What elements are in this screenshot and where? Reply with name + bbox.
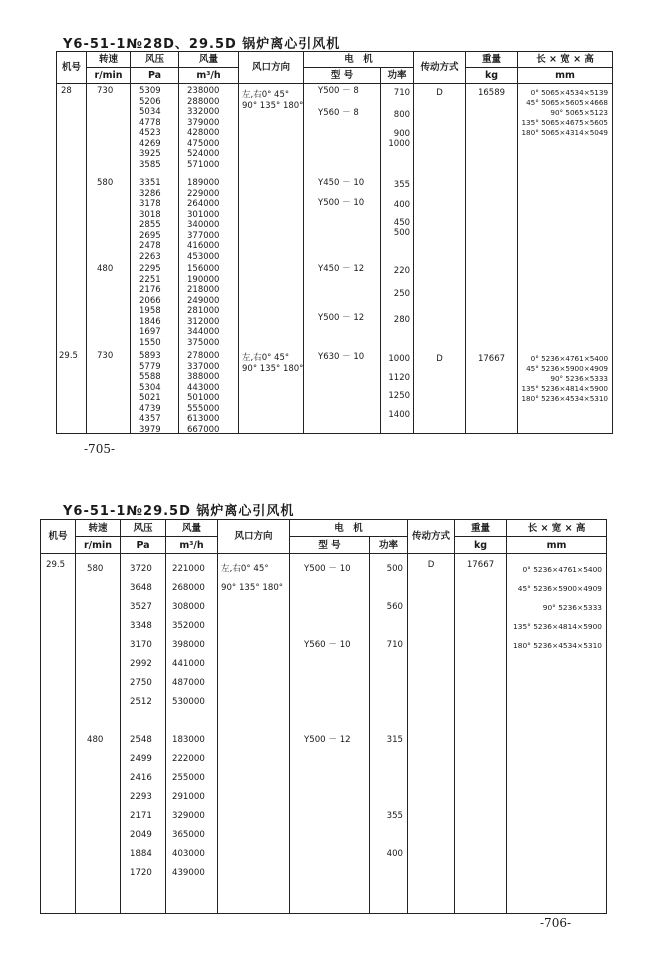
speed-value [87, 598, 103, 617]
direction-value: 90° 135° 180° [242, 100, 304, 111]
direction-value: 90° 135° 180° [242, 363, 304, 374]
drive-cell [408, 554, 455, 914]
pressure-value: 3720 [130, 564, 152, 574]
dims-value: 90° 5236×5333 [550, 374, 609, 383]
motor-type-list [304, 560, 351, 883]
flow-value: 501000 [187, 393, 220, 403]
pressure-value: 1846 [139, 316, 161, 327]
pressure-value: 3170 [130, 640, 152, 650]
flow-value: 453000 [187, 251, 220, 262]
flow-value: 398000 [172, 640, 205, 650]
pressure-value: 5021 [139, 393, 161, 403]
speed-value [87, 864, 103, 883]
model-no-cell [57, 84, 87, 434]
flow-value: 441000 [172, 659, 205, 669]
pressure-list [139, 264, 161, 348]
header-motor-type: 型 号 [290, 537, 370, 554]
pressure-list [139, 351, 161, 435]
page-number: -706- [540, 916, 572, 930]
dims-cell [507, 554, 607, 914]
flow-value [172, 712, 205, 731]
flow-value: 156000 [187, 264, 220, 274]
header-dims: 长 × 宽 × 高 [518, 52, 613, 68]
page-title: Y6-51-1№28D、29.5D 锅炉离心引风机 [63, 37, 341, 52]
page-title: Y6-51-1№29.5D 锅炉离心引风机 [63, 504, 295, 519]
header-direction: 风口方向 [218, 520, 290, 554]
pressure-value: 2176 [139, 285, 161, 295]
power-value: 1120 [388, 373, 411, 383]
flow-value: 255000 [172, 773, 205, 783]
flow-value: 613000 [187, 414, 220, 424]
power-cell [381, 84, 414, 434]
flow-value: 229000 [187, 188, 220, 199]
direction-value: 左,右0° 45° [221, 564, 269, 574]
flow-value: 288000 [187, 96, 220, 107]
power-value [387, 864, 403, 883]
power-value [387, 750, 403, 769]
pressure-value: 2295 [139, 264, 161, 274]
motor-type [304, 674, 351, 693]
header-speed: 转速 [76, 520, 121, 537]
dims-value: 180° 5236×4534×5310 [513, 641, 603, 650]
power-value: 500 [393, 228, 411, 238]
pressure-value: 2251 [139, 274, 161, 285]
power-value: 800 [393, 110, 411, 120]
motor-type [304, 750, 351, 769]
motor-type: Y500 － 10 [304, 564, 351, 574]
speed-value [87, 617, 103, 636]
header-flow: 风量 [179, 52, 239, 68]
dims-list [513, 560, 602, 655]
pressure-value: 5779 [139, 361, 161, 372]
flow-value: 443000 [187, 382, 220, 393]
dims-value: 90° 5236×5333 [542, 603, 603, 612]
pressure-value: 1697 [139, 327, 161, 337]
dims-value: 135° 5065×4675×5605 [521, 118, 609, 127]
power-value: 220 [393, 266, 411, 276]
flow-value: 340000 [187, 220, 220, 230]
drive-value: D [427, 560, 435, 570]
speed-list [87, 560, 103, 883]
flow-value: 428000 [187, 128, 220, 138]
power-value: 280 [393, 315, 411, 325]
flow-value: 555000 [187, 403, 220, 414]
pressure-value: 2171 [130, 811, 152, 821]
speed-value [87, 579, 103, 598]
speed-value [87, 788, 103, 807]
model-no-cell [41, 554, 76, 914]
pressure-value: 2512 [130, 697, 152, 707]
direction-list [242, 90, 303, 111]
flow-value: 388000 [187, 372, 220, 382]
speed-value [87, 674, 103, 693]
flow-value: 268000 [172, 583, 205, 593]
header-pressure: 风压 [131, 52, 179, 68]
pressure-value: 5304 [139, 382, 161, 393]
flow-cell [179, 84, 239, 434]
pressure-cell [121, 554, 166, 914]
header-drive: 传动方式 [408, 520, 455, 554]
flow-list [187, 86, 219, 170]
dims-value: 180° 5236×4534×5310 [521, 394, 609, 403]
dims-value: 135° 5236×4814×5900 [513, 622, 603, 631]
flow-list [187, 351, 219, 435]
model-no-29-5: 29.5 [46, 560, 66, 570]
page-number: -705- [84, 442, 116, 456]
flow-value: 375000 [187, 337, 220, 348]
pressure-value: 3178 [139, 199, 161, 209]
power-value: 400 [386, 849, 404, 859]
pressure-list [139, 178, 161, 262]
pressure-value: 4739 [139, 403, 161, 414]
motor-type [304, 598, 351, 617]
header-dims-unit: mm [518, 68, 613, 84]
motor-type [304, 617, 351, 636]
motor-type [304, 579, 351, 598]
speed-value [87, 845, 103, 864]
speed-value [87, 655, 103, 674]
flow-value: 365000 [172, 830, 205, 840]
flow-value: 190000 [187, 274, 220, 285]
pressure-value: 2416 [130, 773, 152, 783]
motor-type [304, 788, 351, 807]
flow-value: 530000 [172, 697, 205, 707]
flow-value: 222000 [172, 754, 205, 764]
flow-value: 291000 [172, 792, 205, 802]
motor-type [304, 864, 351, 883]
power-value [387, 693, 403, 712]
flow-value: 667000 [187, 424, 220, 435]
dims-value: 0° 5236×4761×5400 [522, 565, 603, 574]
motor-type-cell [304, 84, 381, 434]
power-value [387, 579, 403, 598]
header-speed-unit: r/min [87, 68, 131, 84]
header-power: 功率 [370, 537, 408, 554]
pressure-value: 1884 [130, 849, 152, 859]
flow-value: 329000 [172, 811, 205, 821]
pressure-value: 1550 [139, 337, 161, 348]
header-pressure-unit: Pa [131, 68, 179, 84]
direction-cell [239, 84, 304, 434]
speed-value: 730 [97, 86, 114, 96]
header-motor: 电 机 [290, 520, 408, 537]
header-drive: 传动方式 [414, 52, 466, 84]
power-value: 355 [393, 180, 411, 190]
power-value [387, 769, 403, 788]
header-motor-type: 型 号 [304, 68, 381, 84]
flow-list [187, 178, 219, 262]
header-weight-unit: kg [455, 537, 507, 554]
flow-value: 238000 [187, 86, 220, 96]
motor-type [304, 693, 351, 712]
header-flow-unit: m³/h [166, 537, 218, 554]
header-motor: 电 机 [304, 52, 414, 68]
power-value: 900 [393, 129, 411, 139]
motor-type: Y450 － 12 [318, 264, 365, 274]
pressure-value: 2992 [130, 659, 152, 669]
flow-value: 571000 [187, 159, 220, 170]
flow-value: 308000 [172, 602, 205, 612]
weight-cell [455, 554, 507, 914]
power-value: 710 [393, 88, 411, 98]
motor-type [304, 712, 351, 731]
flow-value: 249000 [187, 295, 220, 306]
pressure-value: 4778 [139, 117, 161, 128]
power-value: 315 [386, 735, 404, 745]
dims-value: 90° 5065×5123 [550, 108, 609, 117]
pressure-value: 3925 [139, 149, 161, 159]
flow-list [172, 560, 205, 883]
power-value: 1250 [388, 391, 411, 401]
power-value [387, 826, 403, 845]
motor-type [304, 845, 351, 864]
pressure-value: 2066 [139, 295, 161, 306]
speed-value [87, 712, 103, 731]
fan-spec-table [56, 51, 613, 434]
header-dims-unit: mm [507, 537, 607, 554]
model-no-28: 28 [61, 86, 72, 96]
pressure-value: 2855 [139, 220, 161, 230]
pressure-value: 1720 [130, 868, 152, 878]
header-weight: 重量 [466, 52, 518, 68]
pressure-value: 5206 [139, 96, 161, 107]
pressure-value: 3979 [139, 424, 161, 435]
power-value [387, 674, 403, 693]
weight-cell [466, 84, 518, 434]
dims-value: 0° 5065×4534×5139 [530, 88, 609, 97]
header-direction: 风口方向 [239, 52, 304, 84]
dims-value: 135° 5236×4814×5900 [521, 384, 609, 393]
drive-value: D [436, 88, 443, 98]
pressure-list [139, 86, 161, 170]
power-value: 250 [393, 289, 411, 299]
flow-value: 524000 [187, 149, 220, 159]
pressure-list [130, 560, 152, 883]
speed-value [87, 807, 103, 826]
direction-cell [218, 554, 290, 914]
speed-value: 580 [97, 178, 114, 188]
power-value: 355 [386, 811, 404, 821]
flow-value: 475000 [187, 138, 220, 149]
pressure-value: 5034 [139, 107, 161, 117]
flow-value: 281000 [187, 306, 220, 316]
flow-value: 379000 [187, 117, 220, 128]
header-model-no: 机号 [41, 520, 76, 554]
direction-list [242, 353, 303, 374]
direction-value: 左,右0° 45° [242, 353, 290, 363]
flow-value: 264000 [187, 199, 220, 209]
power-value: 710 [386, 640, 404, 650]
flow-value: 377000 [187, 230, 220, 241]
motor-type [304, 769, 351, 788]
speed-cell [76, 554, 121, 914]
model-no-29-5: 29.5 [59, 351, 78, 361]
pressure-value: 2478 [139, 241, 161, 251]
header-pressure: 风压 [121, 520, 166, 537]
motor-type: Y630 － 10 [318, 352, 365, 362]
motor-type: Y500 － 12 [304, 735, 351, 745]
dims-list [521, 354, 608, 404]
speed-value: 480 [97, 264, 114, 274]
header-dims: 长 × 宽 × 高 [507, 520, 607, 537]
direction-value: 90° 135° 180° [221, 583, 284, 593]
speed-value: 580 [87, 564, 104, 574]
power-value [387, 617, 403, 636]
flow-value: 301000 [187, 209, 220, 220]
flow-value: 332000 [187, 107, 220, 117]
power-value [387, 712, 403, 731]
pressure-value: 2049 [130, 830, 152, 840]
flow-value: 218000 [187, 285, 220, 295]
power-value: 500 [386, 564, 404, 574]
power-value: 1000 [388, 139, 411, 149]
fan-spec-table [40, 519, 607, 914]
dims-cell [518, 84, 613, 434]
dims-value: 45° 5236×5900×4909 [526, 364, 609, 373]
pressure-value: 5893 [139, 351, 161, 361]
power-value [387, 788, 403, 807]
flow-value: 189000 [187, 178, 220, 188]
pressure-value: 5309 [139, 86, 161, 96]
pressure-value: 2695 [139, 230, 161, 241]
drive-cell [414, 84, 466, 434]
pressure-value: 5588 [139, 372, 161, 382]
pressure-value: 2263 [139, 251, 161, 262]
dims-value: 180° 5065×4314×5049 [521, 128, 609, 137]
flow-cell [166, 554, 218, 914]
header-weight-unit: kg [466, 68, 518, 84]
pressure-value [130, 712, 152, 731]
pressure-value: 4523 [139, 128, 161, 138]
pressure-value: 1958 [139, 306, 161, 316]
flow-value: 439000 [172, 868, 205, 878]
pressure-value: 3018 [139, 209, 161, 220]
motor-type: Y560 － 10 [304, 640, 351, 650]
direction-list [221, 560, 283, 598]
header-weight: 重量 [455, 520, 507, 537]
flow-value: 337000 [187, 361, 220, 372]
speed-value: 480 [87, 735, 104, 745]
pressure-value: 4357 [139, 414, 161, 424]
power-value: 1000 [388, 354, 411, 364]
header-model-no: 机号 [57, 52, 87, 84]
power-value: 450 [393, 218, 411, 228]
power-value: 400 [393, 200, 411, 210]
speed-value: 730 [97, 351, 114, 361]
drive-value: D [436, 354, 443, 364]
dims-list [521, 88, 608, 138]
header-flow-unit: m³/h [179, 68, 239, 84]
data-block [41, 554, 607, 914]
flow-value: 221000 [172, 564, 205, 574]
pressure-value: 3527 [130, 602, 152, 612]
flow-value: 416000 [187, 241, 220, 251]
flow-value: 403000 [172, 849, 205, 859]
flow-list [187, 264, 219, 348]
header-speed-unit: r/min [76, 537, 121, 554]
speed-value [87, 769, 103, 788]
dims-value: 45° 5065×5605×4668 [526, 98, 609, 107]
pressure-cell [131, 84, 179, 434]
header-speed: 转速 [87, 52, 131, 68]
motor-type: Y450 － 10 [318, 178, 365, 188]
speed-cell [87, 84, 131, 434]
weight-value: 17667 [477, 354, 506, 364]
pressure-value: 2750 [130, 678, 152, 688]
pressure-value: 2293 [130, 792, 152, 802]
pressure-value: 2548 [130, 735, 152, 745]
motor-type [304, 807, 351, 826]
power-cell [370, 554, 408, 914]
pressure-value: 4269 [139, 138, 161, 149]
header-power: 功率 [381, 68, 414, 84]
dims-value: 0° 5236×4761×5400 [530, 354, 609, 363]
motor-type: Y560 － 8 [318, 108, 359, 118]
power-value: 1400 [388, 410, 411, 420]
motor-type: Y500 － 10 [318, 198, 365, 208]
pressure-value: 3585 [139, 159, 161, 170]
power-list [387, 560, 403, 883]
power-value [387, 655, 403, 674]
direction-value: 左,右0° 45° [242, 90, 290, 100]
pressure-value: 3648 [130, 583, 152, 593]
speed-value [87, 693, 103, 712]
motor-type [304, 655, 351, 674]
data-block [57, 84, 613, 434]
motor-type [304, 826, 351, 845]
flow-value: 352000 [172, 621, 205, 631]
pressure-value: 2499 [130, 754, 152, 764]
speed-value [87, 750, 103, 769]
power-value: 560 [386, 602, 404, 612]
flow-value: 487000 [172, 678, 205, 688]
weight-value: 17667 [466, 560, 495, 570]
pressure-value: 3348 [130, 621, 152, 631]
flow-value: 344000 [187, 327, 220, 337]
motor-type: Y500 － 12 [318, 313, 365, 323]
flow-value: 278000 [187, 351, 220, 361]
speed-value [87, 826, 103, 845]
weight-value: 16589 [477, 88, 506, 98]
pressure-value: 3286 [139, 188, 161, 199]
motor-type: Y500 － 8 [318, 86, 359, 96]
dims-value: 45° 5236×5900×4909 [517, 584, 603, 593]
speed-value [87, 636, 103, 655]
flow-value: 183000 [172, 735, 205, 745]
header-flow: 风量 [166, 520, 218, 537]
header-pressure-unit: Pa [121, 537, 166, 554]
motor-type-cell [290, 554, 370, 914]
pressure-value: 3351 [139, 178, 161, 188]
flow-value: 312000 [187, 316, 220, 327]
